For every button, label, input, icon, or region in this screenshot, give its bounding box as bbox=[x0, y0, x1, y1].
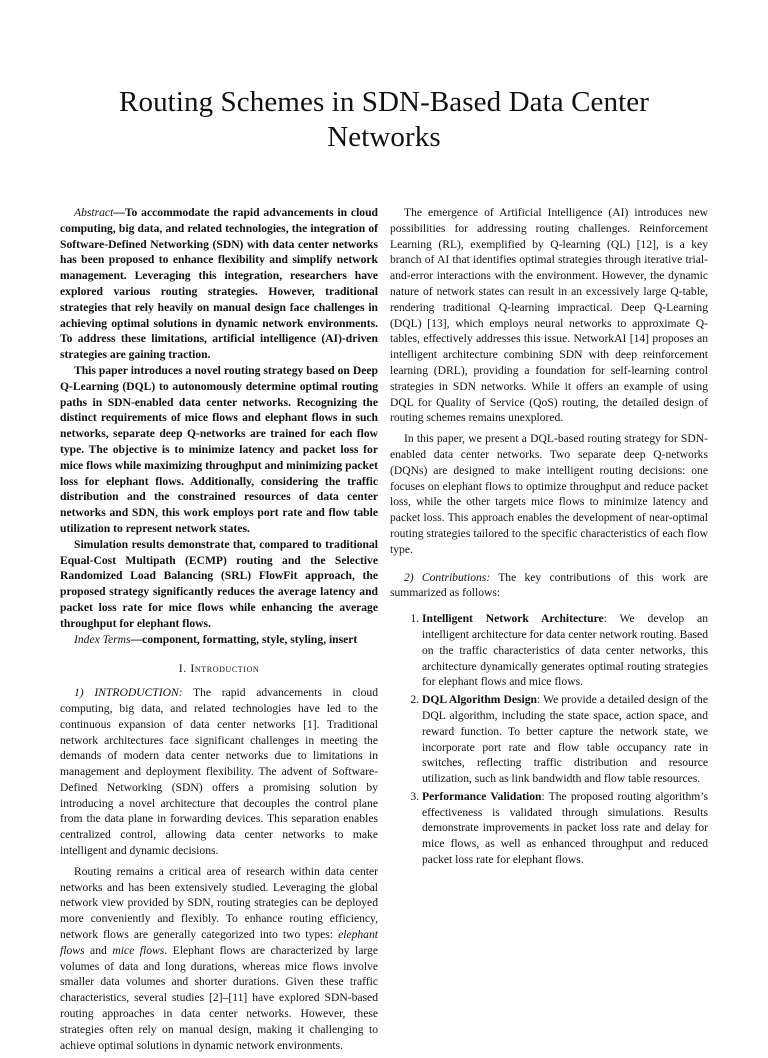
right-column bbox=[390, 205, 708, 870]
contribution-item: 2. DQL Algorithm Design: We provide a detailed design of the DQL algorithm, including the state space, action space, and reward function. To better capture the network state, we incorporate port rate and flow table occupancy rate in switches, reflecting traffic distribution and resource utilization, such as link bandwidth and flow table resources. bbox=[422, 692, 708, 787]
index-terms: Index Terms—component, formatting, style, styling, insert bbox=[74, 632, 358, 646]
abstract-paragraph-3: Simulation results demonstrate that, compared to traditional Equal-Cost Multipath (ECMP) routing and the Selective Randomized Load Balancing (SRL) FlowFit approach, the proposed strategy significantly reduces the average latency and packet loss rate for mice flows while enhancing the average throughput for elephant flows. bbox=[60, 537, 378, 630]
subsection-heading-introduction: 1) INTRODUCTION: bbox=[74, 686, 183, 700]
abstract-paragraph-2: This paper introduces a novel routing strategy based on Deep Q-Learning (DQL) to autonomously determine optimal routing paths in SDN-enabled data center networks. Recognizing the distinct requirements of mice flows and elephant flows in such networks, separate deep Q-networks are trained for each flow type. The objective is to minimize latency and packet loss for mice flows while maximizing throughput and minimizing packet loss for elephant flows. Additionally, considering the traffic distribution and the constrained resources of data center networks and SDN, this work employs port rate and flow table utilization to represent network states. bbox=[60, 363, 378, 535]
abstract-label: Abstract bbox=[74, 206, 114, 219]
intro-paragraph-3: The emergence of Artificial Intelligence (AI) introduces new possibilities for addressing routing challenges. Reinforcement Learning (RL), exemplified by Q-learning (QL) [12], is a key branch of AI that identifies optimal strategies through iterative trial-and-error interactions with the environment. However, the dynamic nature of network states can result in an excessively large Q-table, rendering traditional Q-learning impractical. Deep Q-Learning (DQL) [13], which employs neural networks to approximate Q-tables, effectively addresses this issue. NetworkAI [14] proposes an intelligent architecture combining SDN with deep reinforcement learning (DRL), providing a foundation for self-learning control strategies in SDN networks. While it offers an example of using DQL for Quality of Service (QoS) routing, the detailed design of routing schemes remains unexplored. bbox=[390, 206, 708, 425]
index-terms-label: Index Terms bbox=[74, 632, 131, 646]
contributions-intro: 2) Contributions: The key contributions of this work are summarized as follows: bbox=[390, 570, 708, 600]
left-column bbox=[60, 205, 378, 1058]
intro-paragraph-2: Routing remains a critical area of research within data center networks and has been extensively studied. Leveraging the global network view provided by SDN, routing strategies can be deployed more conveniently and flexibly. To enhance routing efficiency, network flows are generally categorized into two types: elephant flows and mice flows. Elephant flows are characterized by large volumes of data and long durations, whereas mice flows involve smaller data volumes and shorter durations. Given these traffic characteristics, several studies [2]–[11] have explored SDN-based routing approaches in data center networks. However, these strategies often rely on manual design, making it challenging to achieve optimal solutions in dynamic network environments. bbox=[60, 864, 378, 1052]
intro-paragraph-2-continued: . Elephant flows are characterized by large volumes of data and long durations, whereas mice flows involve smaller data volumes and shorter durations. Given these traffic characteristics, several studies [2]–[11] have explored SDN-based routing approaches in data center networks. However, these strategies often rely on manual design, making it challenging to achieve optimal solutions in dynamic network environments. bbox=[60, 943, 378, 1052]
section-heading-introduction: I. Introduction bbox=[178, 661, 260, 676]
contributions-list bbox=[390, 611, 708, 868]
intro-paragraph-4: In this paper, we present a DQL-based routing strategy for SDN-enabled data center networks. Two separate deep Q-networks (DQNs) are designed to make intelligent routing decisions: one focuses on elephant flows to optimize throughput and reduce packet loss, while the other targets mice flows to minimize latency and packet loss. This approach enables the development of near-optimal routing strategies tailored to the specific characteristics of each flow type. bbox=[390, 432, 708, 556]
paper-title: Routing Schemes in SDN-Based Data Center Networks bbox=[119, 86, 649, 154]
intro-paragraph-1: 1) INTRODUCTION: The rapid advancements in cloud computing, big data, and related technologies have led to the continuous expansion of data center networks [1]. Traditional network architectures face significant challenges in meeting the demands of modern data center networks due to limitations in management and deployment flexibility. The advent of Software-Defined Networking (SDN) offers a promising solution by introducing a novel architecture that decouples the control plane from the data plane in forwarding devices. This separation enables centralized control, allowing data center networks to make intelligent and dynamic decisions. bbox=[60, 686, 378, 858]
contribution-item: 3. Performance Validation: The proposed routing algorithm’s effectiveness is validated through simulations. Results demonstrate improvements in packet loss rate and delay for mice flows, as well as enhanced throughput and reduced packet loss rate for elephant flows. bbox=[422, 789, 708, 868]
abstract-paragraph-1: Abstract—To accommodate the rapid advancements in cloud computing, big data, and related technologies, the integration of Software-Defined Networking (SDN) with data center networks has been proposed to enhance flexibility and simplify network management. Leveraging this integration, researchers have explored various routing strategies. However, traditional strategies that rely heavily on manual design face challenges in achieving optimal solutions in dynamic network environments. To address these limitations, artificial intelligence (AI)-driven strategies are gaining traction. bbox=[60, 206, 378, 362]
subsection-heading-contributions: 2) Contributions: bbox=[404, 570, 491, 584]
contribution-item: 1. Intelligent Network Architecture: We develop an intelligent architecture for data center network routing. Based on the traffic characteristics of data center networks, this architecture dynamically generates optimal routing strategies for elephant flows and mice flows. bbox=[422, 611, 708, 690]
